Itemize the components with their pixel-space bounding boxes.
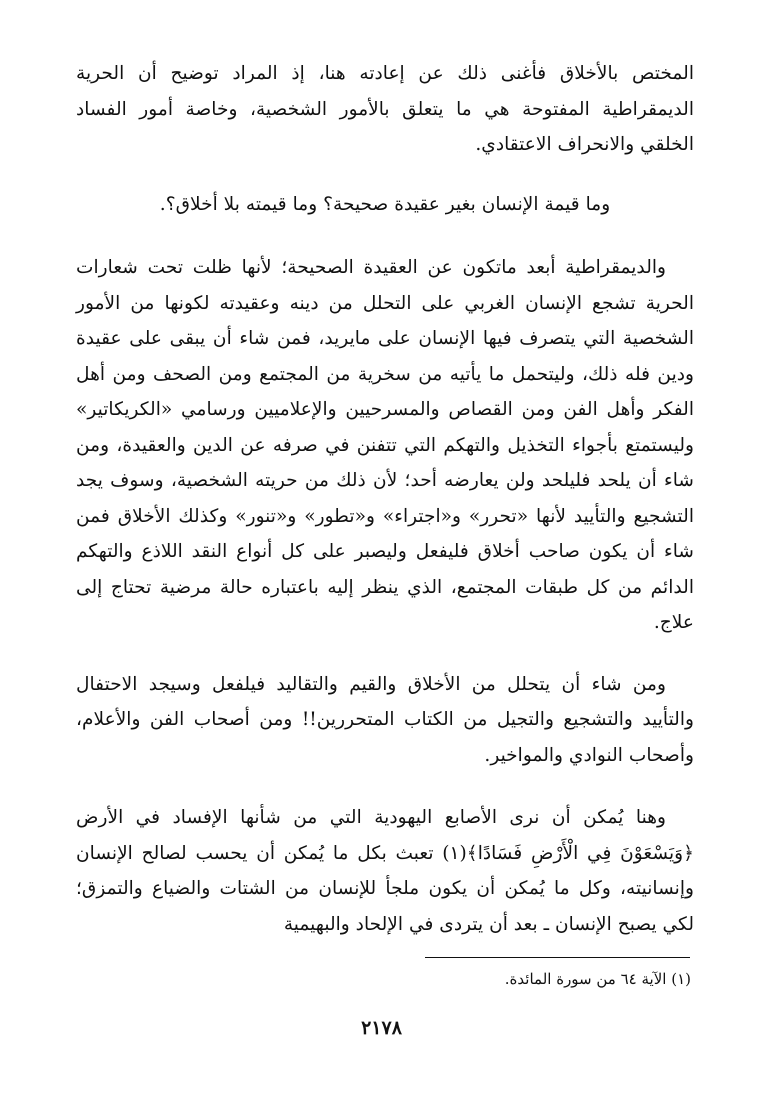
paragraph-4-text: ومن شاء أن يتحلل من الأخلاق والقيم والتقاليد فيلفعل وسيجد الاحتفال والتأييد والتشجيع والتجيل من الكتاب المتحررين!! ومن أصحاب الفن والأعلام، وأصحاب النوادي والمواخير. (76, 673, 694, 766)
page-body (76, 56, 694, 942)
paragraph-3-text: والديمقراطية أبعد ماتكون عن العقيدة الصحيحة؛ لأنها ظلت تحت شعارات الحرية تشجع الإنسان الغربي على التحلل من دينه وعقيدته لكونها من الأمور الشخصية التي يتصرف فيها الإنسان على مايريد، فمن شاء أن يبقى على عقيدة ودين فله ذلك، وليتحمل ما يأتيه من سخرية من المجتمع ومن الصحف ومن أهل الفكر وأهل الفن ومن القصاص والمسرحيين والإعلاميين ورسامي «الكريكاتير» وليستمتع بأجواء التخذيل والتهكم التي تتفنن في صرفه عن الدين والعقيدة، ومن شاء أن يلحد فليلحد ولن يعارضه أحد؛ لأن ذلك من حريته الشخصية، وسوف يجد التشجيع والتأييد لأنها «تحرر» و«اجتراء» و«تطور» و«تنور» وكذلك الأخلاق فمن شاء أن يكون صاحب أخلاق فليفعل وليصبر على كل أنواع النقد اللاذع والتهكم الدائم من كل طبقات المجتمع، الذي ينظر إليه باعتباره حالة مرضية تحتاج إلى علاج. (76, 257, 694, 633)
paragraph-2: وما قيمة الإنسان بغير عقيدة صحيحة؟ وما قيمته بلا أخلاق؟. (159, 193, 611, 215)
paragraph-3 (76, 250, 694, 641)
paragraph-4 (76, 667, 694, 774)
paragraph-5-text: وهنا يُمكن أن نرى الأصابع اليهودية التي من شأنها الإفساد في الأرض ﴿وَيَسْعَوْنَ فِي الْأَرْضِ فَسَادًا﴾(١) تعبث بكل ما يُمكن أن يحسب لصالح الإنسان وإنسانيته، وكل ما يُمكن أن يكون ملجأ للإنسان من الشتات والضياع والتمزق؛ لكي يصبح الإنسان ـ بعد أن يتردى في الإلحاد والبهيمية (76, 807, 694, 935)
paragraph-5 (76, 800, 694, 942)
page-number: ٢١٧٨ (361, 1017, 402, 1039)
footnote-divider (425, 957, 690, 958)
paragraph-1: المختص بالأخلاق فأغنى ذلك عن إعادته هنا، إذ المراد توضيح أن الحرية الديمقراطية المفتوحة هي ما يتعلق بالأمور الشخصية، وخاصة أمور الفساد الخلقي والانحراف الاعتقادي. (76, 63, 694, 155)
footnote: (١) الآية ٦٤ من سورة المائدة. (504, 970, 691, 988)
